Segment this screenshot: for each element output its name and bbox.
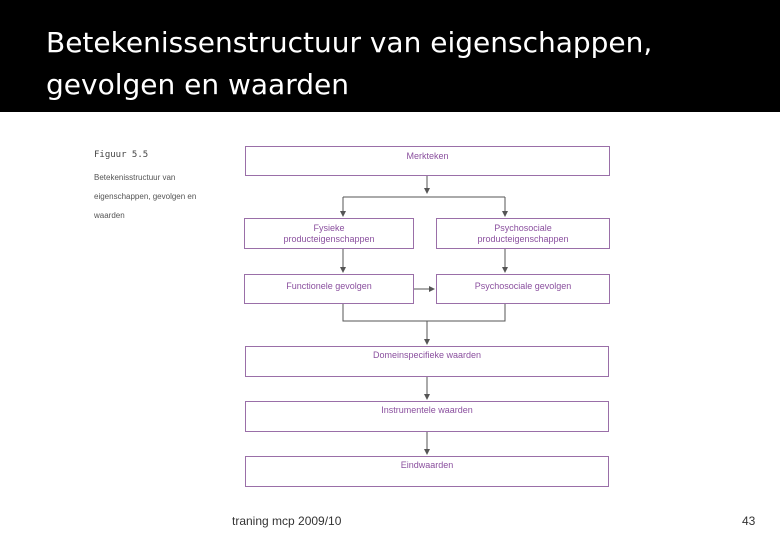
- node-eindwaarden: Eindwaarden: [245, 456, 609, 487]
- node-psychosociale-line1: Psychosociale: [494, 222, 552, 233]
- node-domeinspecifieke-waarden: Domeinspecifieke waarden: [245, 346, 609, 377]
- node-functionele-gevolgen: Functionele gevolgen: [244, 274, 414, 304]
- node-psychosociale-gevolgen: Psychosociale gevolgen: [436, 274, 610, 304]
- node-instrumentele-waarden: Instrumentele waarden: [245, 401, 609, 432]
- figure-description: Betekenisstructuur van eigenschappen, gevolgen en waarden: [94, 173, 197, 220]
- slide-footer: traning mcp 2009/10: [232, 514, 342, 528]
- line-merge: [343, 304, 505, 321]
- node-fysieke-line2: producteigenschappen: [283, 233, 375, 244]
- node-fysieke-line1: Fysieke: [313, 222, 345, 233]
- page-number: 43: [742, 514, 756, 528]
- node-psychosociale-line2: producteigenschappen: [477, 233, 569, 244]
- node-fysieke-producteigenschappen: [244, 218, 414, 249]
- figure-label: Figuur 5.5: [94, 150, 149, 160]
- node-psychosociale-producteigenschappen: [436, 218, 610, 249]
- slide-title: Betekenissenstructuur van eigenschappen, gevolgen en waarden: [46, 26, 653, 101]
- node-merkteken: Merkteken: [245, 146, 610, 176]
